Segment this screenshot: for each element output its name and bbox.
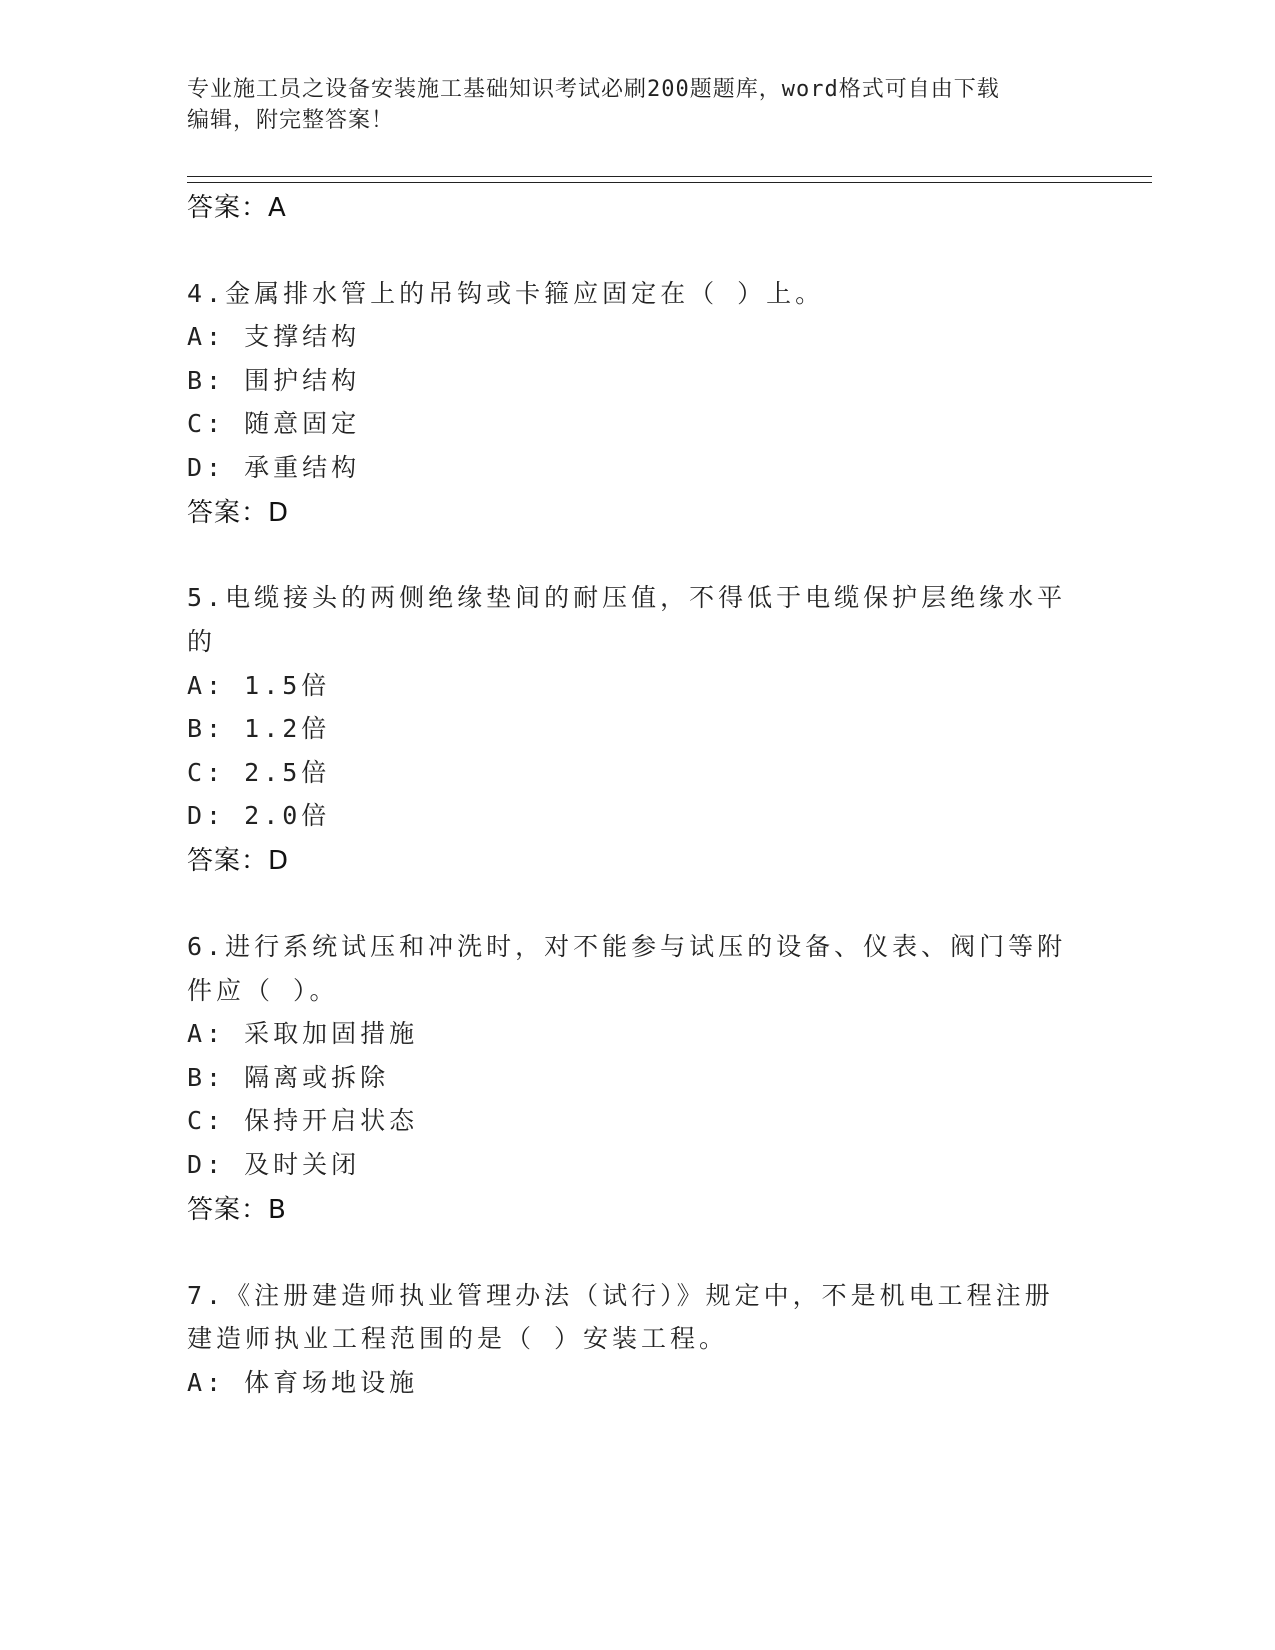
question-4-option-a: A: 支撑结构 xyxy=(187,322,361,351)
question-6-option-a: A: 采取加固措施 xyxy=(187,1019,419,1048)
question-6-stem-line-1: 6.进行系统试压和冲洗时，对不能参与试压的设备、仪表、阀门等附 xyxy=(187,932,1067,961)
question-4-answer: 答案：D xyxy=(187,498,290,528)
question-6-answer: 答案：B xyxy=(187,1195,287,1225)
question-7-option-a: A: 体育场地设施 xyxy=(187,1368,419,1397)
question-5-option-d: D: 2.0倍 xyxy=(187,801,331,830)
question-6-stem-line-2: 件应（ ）。 xyxy=(187,976,339,1005)
question-7-stem-line-2: 建造师执业工程范围的是（ ）安装工程。 xyxy=(187,1324,729,1353)
question-4-option-c: C: 随意固定 xyxy=(187,409,361,438)
question-6-option-b: B: 隔离或拆除 xyxy=(187,1063,390,1092)
question-5-option-b: B: 1.2倍 xyxy=(187,714,331,743)
question-4-option-b: B: 围护结构 xyxy=(187,366,361,395)
question-6-option-c: C: 保持开启状态 xyxy=(187,1106,419,1135)
question-5-stem-line-2: 的 xyxy=(187,627,217,656)
header-divider-top xyxy=(187,176,1152,177)
header-divider-bottom xyxy=(187,182,1152,183)
answer-previous: 答案：A xyxy=(187,193,287,223)
question-7-stem-line-1: 7.《注册建造师执业管理办法（试行）》规定中，不是机电工程注册 xyxy=(187,1281,1054,1310)
question-6-option-d: D: 及时关闭 xyxy=(187,1150,361,1179)
question-5-answer: 答案：D xyxy=(187,846,290,876)
question-4-option-d: D: 承重结构 xyxy=(187,453,361,482)
header-line-1: 专业施工员之设备安装施工基础知识考试必刷200题题库，word格式可自由下载 xyxy=(187,77,1000,102)
header-line-2: 编辑，附完整答案！ xyxy=(187,108,395,133)
question-5-option-a: A: 1.5倍 xyxy=(187,671,331,700)
question-4-stem: 4.金属排水管上的吊钩或卡箍应固定在（ ）上。 xyxy=(187,279,825,308)
question-5-stem-line-1: 5.电缆接头的两侧绝缘垫间的耐压值，不得低于电缆保护层绝缘水平 xyxy=(187,583,1067,612)
question-5-option-c: C: 2.5倍 xyxy=(187,758,331,787)
document-header xyxy=(187,74,1067,136)
